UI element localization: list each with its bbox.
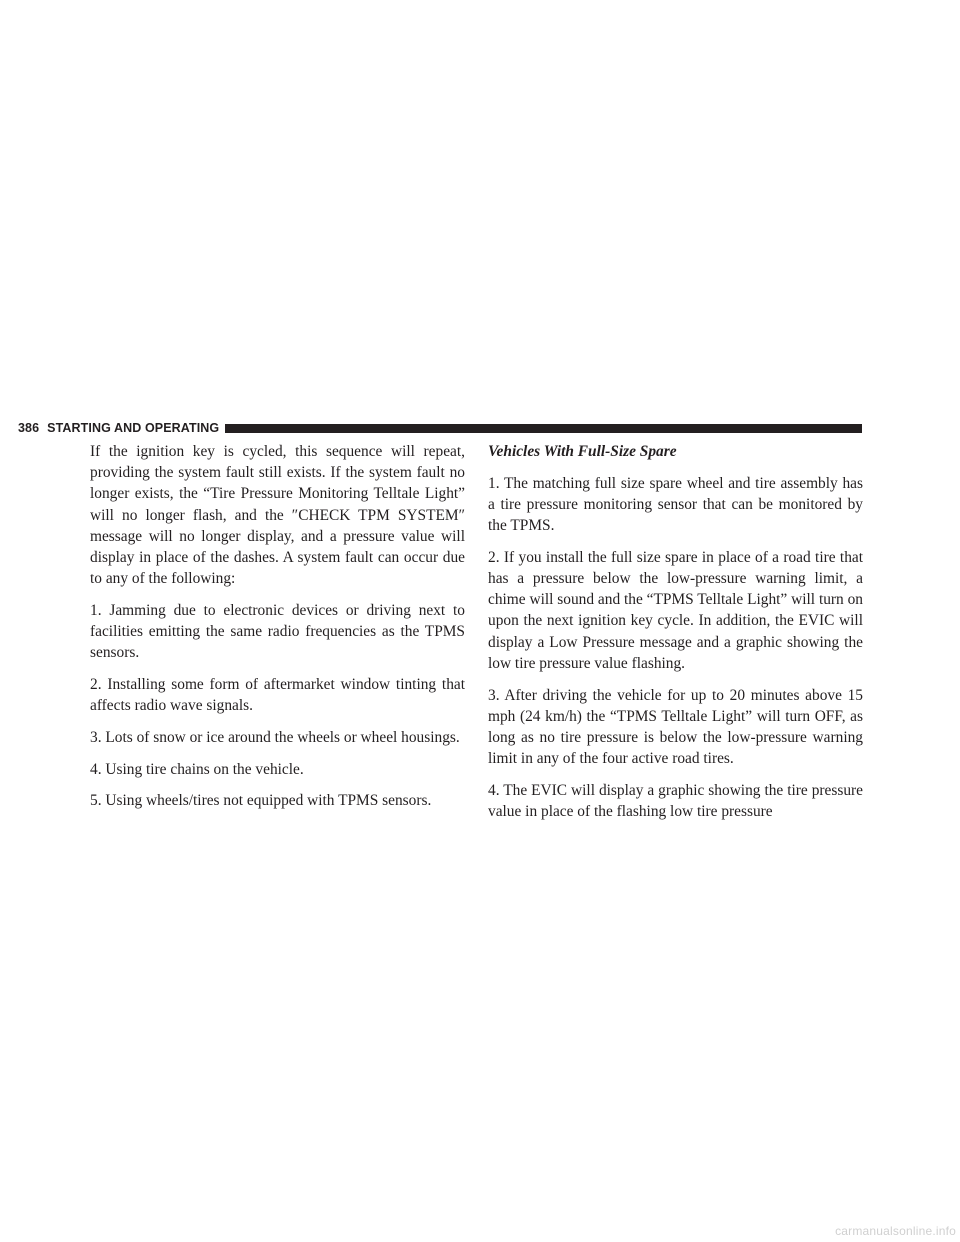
section-title: STARTING AND OPERATING bbox=[47, 421, 220, 435]
list-item: 3. After driving the vehicle for up to 20 minutes above 15 mph (24 km/h) the “TPMS Telltale Light” will turn OFF, as long as no tire pressure is below the low-pressure warning limit in any of the four active road tires. bbox=[488, 686, 863, 768]
list-item: 4. The EVIC will display a graphic showing the tire pressure value in place of the flashing low tire pressure bbox=[488, 781, 863, 821]
list-item: 2. Installing some form of aftermarket window tinting that affects radio wave signals. bbox=[90, 676, 465, 715]
list-item: 5. Using wheels/tires not equipped with TPMS sensors. bbox=[90, 792, 432, 810]
list-item: 1. The matching full size spare wheel and tire assembly has a tire pressure monitoring sensor that can be monitored by the TPMS. bbox=[488, 474, 863, 535]
intro-paragraph: If the ignition key is cycled, this sequence will repeat, providing the system fault still exists. If the system fault no longer exists, the “Tire Pressure Monitoring Telltale Light” will no longer flash, and the ″CHECK TPM SYSTEM″ message will no longer display, and a pressure value will display in place of the dashes. A system fault can occur due to any of the following: bbox=[90, 443, 465, 588]
watermark: carmanualsonline.info bbox=[835, 1224, 956, 1238]
page-number: 386 bbox=[18, 421, 40, 435]
header-rule bbox=[225, 424, 862, 433]
left-column bbox=[90, 441, 465, 822]
list-item: 3. Lots of snow or ice around the wheels or wheel housings. bbox=[90, 728, 460, 746]
page-header bbox=[18, 421, 862, 435]
list-item: 4. Using tire chains on the vehicle. bbox=[90, 760, 304, 778]
subheading: Vehicles With Full-Size Spare bbox=[488, 443, 677, 460]
list-item: 2. If you install the full size spare in place of a road tire that has a pressure below the low-pressure warning limit, a chime will sound and the “TPMS Telltale Light” will turn on upon the next ignition key cycle. In addition, the EVIC will display a Low Pressure message and a graphic showing the low tire pressure value flashing. bbox=[488, 548, 863, 672]
list-item: 1. Jamming due to electronic devices or driving next to facilities emitting the same radio frequencies as the TPMS sensors. bbox=[90, 601, 465, 662]
right-column bbox=[488, 441, 863, 833]
